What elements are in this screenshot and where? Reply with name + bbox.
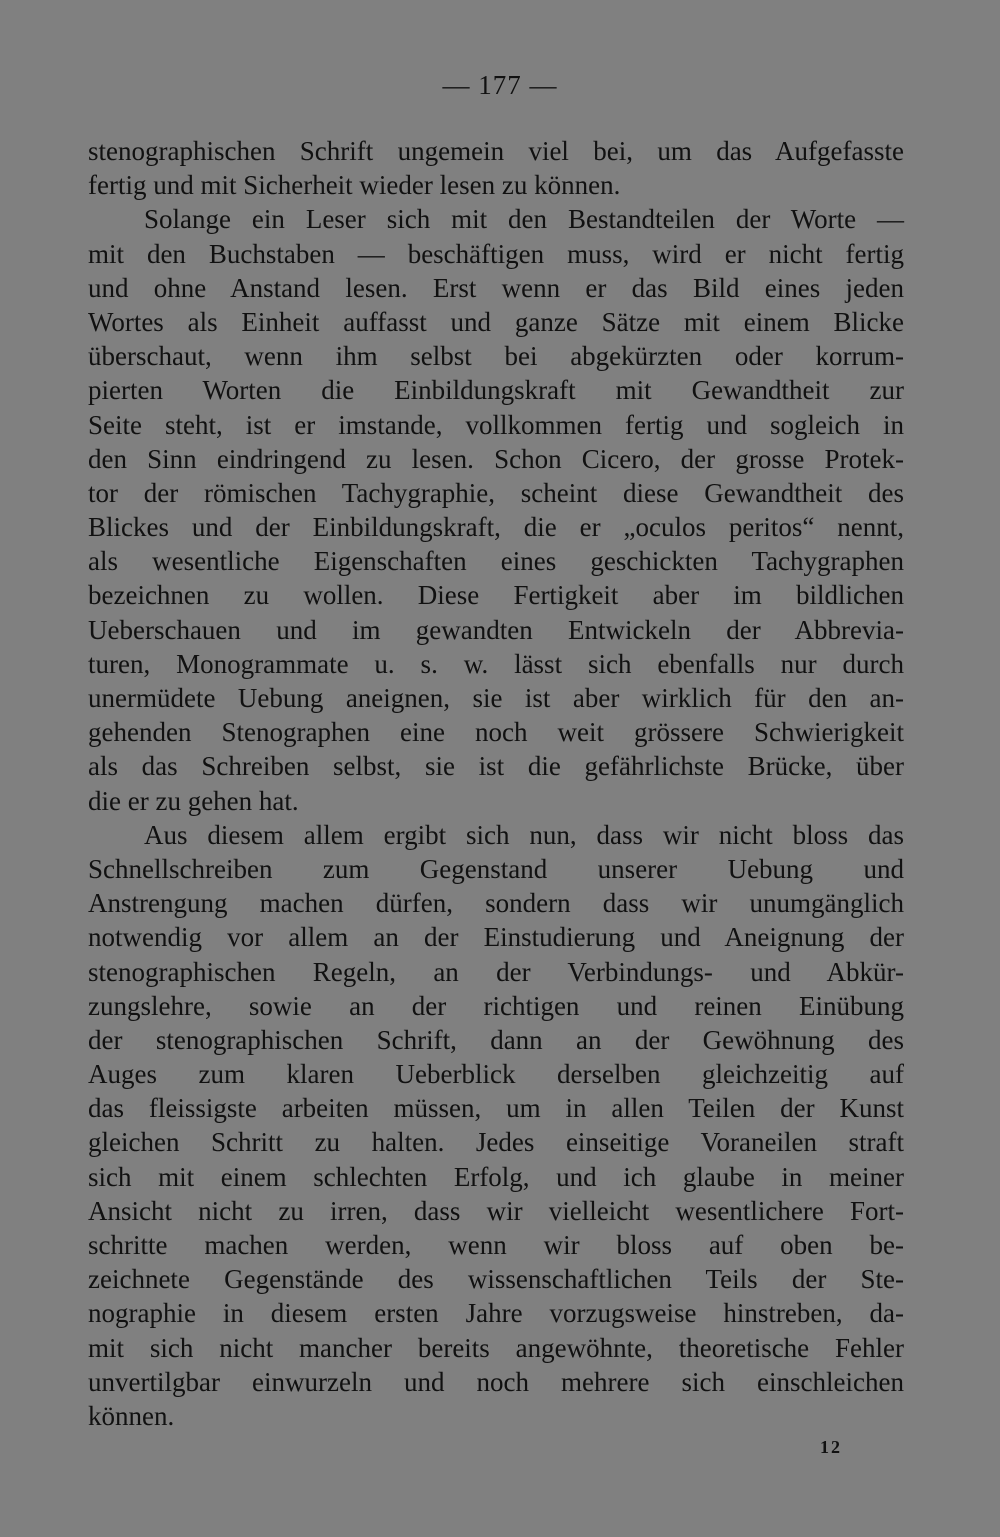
text-line: notwendig vor allem an der Einstudierung und Aneignung der [88, 922, 904, 953]
text-line: gehenden Stenographen eine noch weit grössere Schwierigkeit [88, 717, 904, 748]
text-line: stenographischen Regeln, an der Verbindungs- und Abkür- [88, 956, 904, 987]
text-line: können. [88, 1400, 175, 1431]
text-line: Solange ein Leser sich mit den Bestandteilen der Worte — [144, 204, 904, 235]
text-line: als wesentliche Eigenschaften eines geschickten Tachygraphen [88, 546, 904, 577]
text-line: und ohne Anstand lesen. Erst wenn er das Bild eines jeden [88, 272, 904, 303]
text-line: zungslehre, sowie an der richtigen und reinen Einübung [88, 990, 904, 1021]
text-line: zeichnete Gegenstände des wissenschaftlichen Teils der Ste- [88, 1264, 904, 1295]
text-line: turen, Monogrammate u. s. w. lässt sich ebenfalls nur durch [88, 648, 904, 679]
text-line: als das Schreiben selbst, sie ist die gefährlichste Brücke, über [88, 751, 904, 782]
text-line: Blickes und der Einbildungskraft, die er „oculos peritos“ nennt, [88, 512, 904, 543]
text-line: Aus diesem allem ergibt sich nun, dass wir nicht bloss das [144, 819, 904, 850]
text-line: Seite steht, ist er imstande, vollkommen fertig und sogleich in [88, 409, 904, 440]
text-line: den Sinn eindringend zu lesen. Schon Cicero, der grosse Protek- [88, 443, 904, 474]
text-line: Schnellschreiben zum Gegenstand unserer Uebung und [88, 853, 904, 884]
text-line: der stenographischen Schrift, dann an der Gewöhnung des [88, 1024, 904, 1055]
text-line: das fleissigste arbeiten müssen, um in allen Teilen der Kunst [88, 1093, 904, 1124]
text-line: fertig und mit Sicherheit wieder lesen zu können. [88, 170, 621, 201]
text-line: tor der römischen Tachygraphie, scheint diese Gewandtheit des [88, 477, 904, 508]
text-line: Ueberschauen und im gewandten Entwickeln der Abbrevia- [88, 614, 904, 645]
text-line: Ansicht nicht zu irren, dass wir vielleicht wesentlichere Fort- [88, 1195, 904, 1226]
text-line: Anstrengung machen dürfen, sondern dass wir unumgänglich [88, 888, 904, 919]
text-line: pierten Worten die Einbildungskraft mit Gewandtheit zur [88, 375, 904, 406]
text-line: überschaut, wenn ihm selbst bei abgekürzten oder korrum- [88, 341, 904, 372]
text-line: nographie in diesem ersten Jahre vorzugsweise hinstreben, da- [88, 1298, 904, 1329]
text-line: unermüdete Uebung aneignen, sie ist aber wirklich für den an- [88, 683, 904, 713]
text-line: schritte machen werden, wenn wir bloss auf oben be- [88, 1230, 904, 1260]
text-line: sich mit einem schlechten Erfolg, und ich glaube in meiner [88, 1161, 904, 1192]
body-text [88, 134, 904, 1433]
text-line: stenographischen Schrift ungemein viel bei, um das Aufgefasste [88, 136, 904, 166]
text-line: bezeichnen zu wollen. Diese Fertigkeit aber im bildlichen [88, 580, 904, 611]
text-line: Wortes als Einheit auffasst und ganze Sätze mit einem Blicke [88, 306, 904, 337]
text-line: gleichen Schritt zu halten. Jedes einseitige Voraneilen straft [88, 1127, 904, 1158]
signature-mark: 12 [820, 1437, 842, 1457]
page-number: — 177 — [442, 70, 558, 100]
text-line: mit den Buchstaben — beschäftigen muss, wird er nicht fertig [88, 238, 904, 269]
text-line: die er zu gehen hat. [88, 785, 299, 816]
text-line: unvertilgbar einwurzeln und noch mehrere sich einschleichen [88, 1366, 904, 1397]
text-line: Auges zum klaren Ueberblick derselben gleichzeitig auf [88, 1059, 904, 1090]
text-line: mit sich nicht mancher bereits angewöhnte, theoretische Fehler [88, 1332, 904, 1363]
